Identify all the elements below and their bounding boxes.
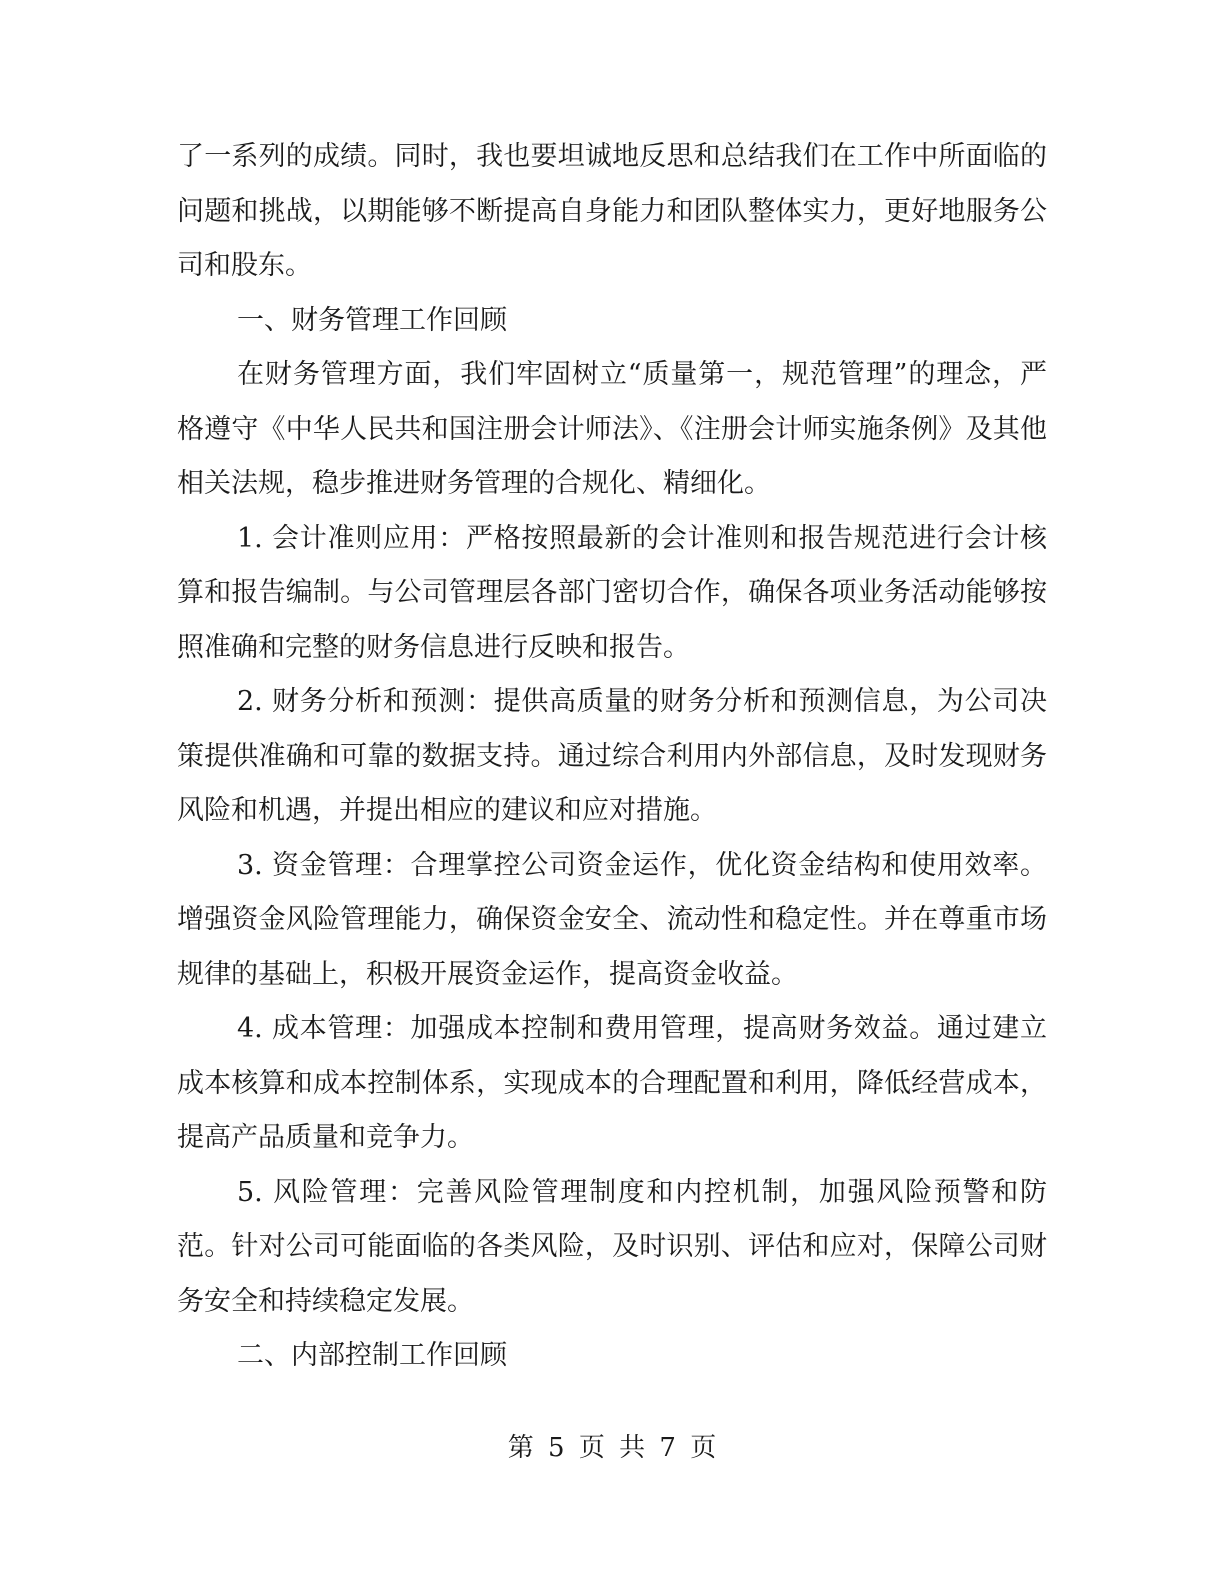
section-heading-financial-management: 一、财务管理工作回顾 (237, 304, 507, 336)
paragraph-intro: 了一系列的成绩。同时，我也要坦诚地反思和总结我们在工作中所面临的问题和挑战，以期能够不断提高自身能力和团队整体实力，更好地服务公司和股东。 (177, 141, 1047, 281)
paragraph-financial-overview: 在财务管理方面，我们牢固树立“质量第一，规范管理”的理念，严格遵守《中华人民共和国注册会计师法》、《注册会计师实施条例》及其他相关法规，稳步推进财务管理的合规化、精细化。 (177, 359, 1047, 499)
list-item-accounting-standards: 1. 会计准则应用：严格按照最新的会计准则和报告规范进行会计核算和报告编制。与公司管理层各部门密切合作，确保各项业务活动能够按照准确和完整的财务信息进行反映和报告。 (177, 522, 1047, 663)
list-item-risk-management: 5. 风险管理：完善风险管理制度和内控机制，加强风险预警和防范。针对公司可能面临的各类风险，及时识别、评估和应对，保障公司财务安全和持续稳定发展。 (177, 1176, 1047, 1317)
section-heading-internal-control: 二、内部控制工作回顾 (237, 1340, 507, 1371)
document-body (177, 130, 1047, 1384)
page-footer: 第 5 页 共 7 页 (507, 1433, 717, 1463)
list-item-cost-management: 4. 成本管理：加强成本控制和费用管理，提高财务效益。通过建立成本核算和成本控制体系，实现成本的合理配置和利用，降低经营成本，提高产品质量和竞争力。 (177, 1013, 1047, 1153)
list-item-financial-analysis: 2. 财务分析和预测：提供高质量的财务分析和预测信息，为公司决策提供准确和可靠的数据支持。通过综合利用内外部信息，及时发现财务风险和机遇，并提出相应的建议和应对措施。 (177, 686, 1047, 826)
list-item-fund-management: 3. 资金管理：合理掌控公司资金运作，优化资金结构和使用效率。增强资金风险管理能力，确保资金安全、流动性和稳定性。并在尊重市场规律的基础上，积极开展资金运作，提高资金收益。 (177, 849, 1047, 990)
